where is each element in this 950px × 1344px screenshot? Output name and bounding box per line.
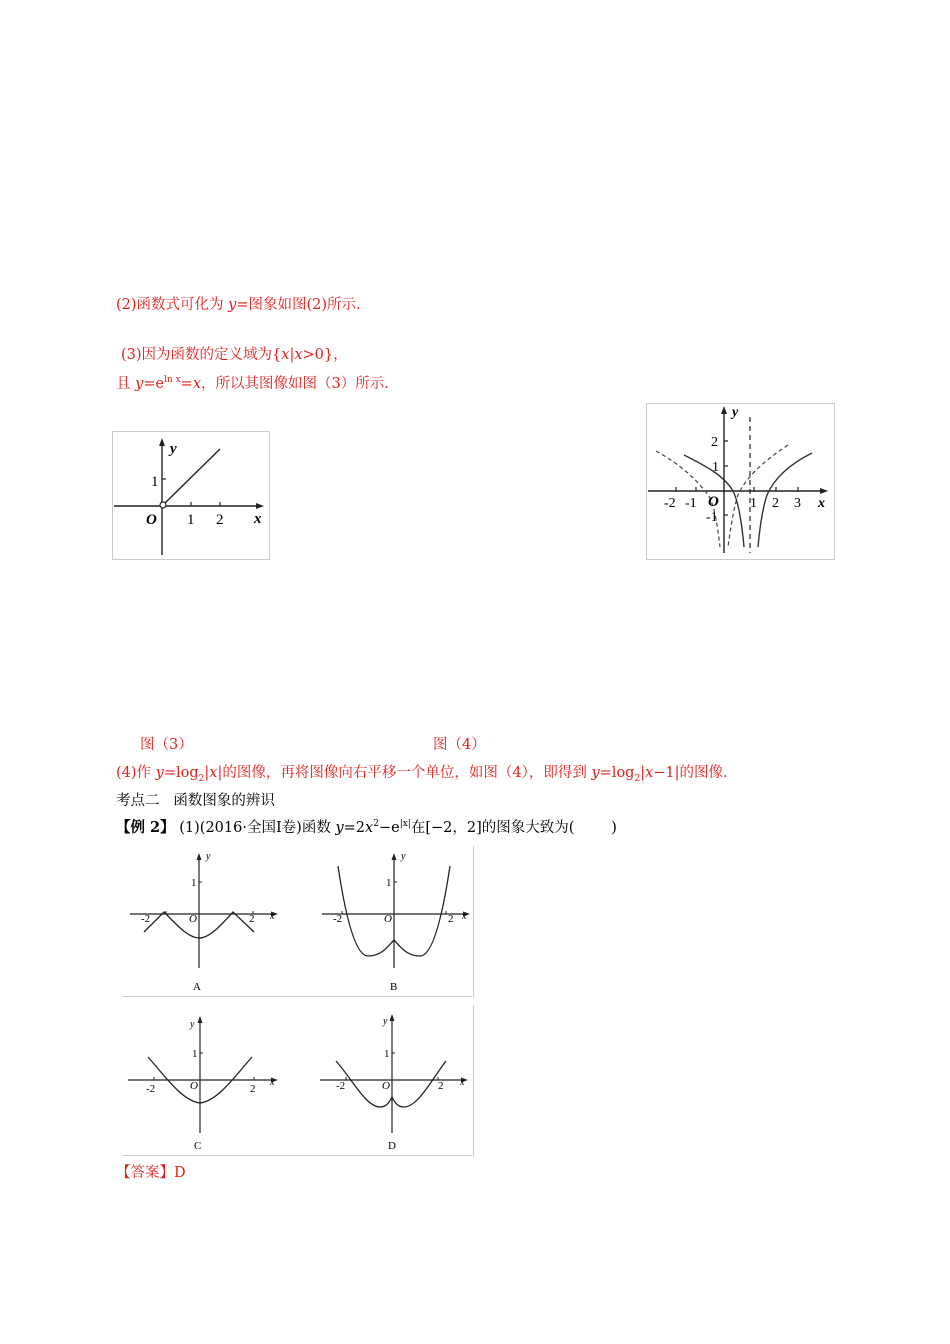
options-cd (120, 1005, 474, 1157)
option-a-label-1: 1 (191, 877, 197, 889)
figure-4-caption: 图（4） (433, 737, 486, 753)
para-3-l2-b: ，所以其图像如图（3）所示. (201, 376, 389, 392)
para-4 (116, 764, 728, 782)
figure-3-y-arrow (159, 438, 165, 446)
figure-4-label-y1: 1 (712, 460, 719, 475)
example-a: (1)(2016·全国Ⅰ卷)函数 (174, 820, 336, 836)
para-4-y2: y (591, 765, 600, 781)
option-d-letter: D (388, 1140, 396, 1152)
para-4-y: y (155, 765, 164, 781)
figure-4-label-x2: 2 (772, 496, 779, 511)
para-3-l2-eq: =e (143, 376, 165, 392)
para-4-sub: 2 (198, 773, 205, 784)
option-a-y-label: y (206, 851, 211, 862)
para-3-l2-a: 且 (116, 376, 136, 392)
example-sup2: |x| (399, 819, 411, 830)
figure-4-label-xm2: -2 (664, 496, 676, 511)
example-d: 在[−2，2]的图象大致为( ) (410, 820, 617, 836)
answer-label: 【答案】 (116, 1165, 174, 1181)
option-b-label-1: 1 (386, 877, 392, 889)
option-b-y-arrow (392, 853, 397, 860)
option-d-label-2: 2 (438, 1080, 444, 1092)
para-4-a: (4)作 (116, 765, 156, 781)
figure-3-border (113, 432, 270, 560)
option-c-label-2: 2 (250, 1083, 256, 1095)
option-a-graph[interactable] (130, 851, 278, 993)
figure-3-open-point (160, 502, 166, 508)
figure-4-solid-right (758, 453, 812, 547)
para-3-l2-eq2: = (180, 376, 193, 392)
option-a-label-2: 2 (249, 913, 255, 925)
option-c-label-1: 1 (192, 1048, 198, 1060)
option-b-label-m2: -2 (333, 913, 343, 925)
para-2-prefix: (2)函数式可化为 (116, 297, 229, 313)
figure-4-label-y2: 2 (711, 435, 718, 450)
section-heading: 考点二 函数图象的辨识 (116, 793, 275, 809)
para-3-line2 (116, 375, 389, 393)
figure-3-caption: 图（3） (140, 737, 193, 753)
para-3-l2-x: x (192, 376, 202, 392)
option-a-label-m2: -2 (141, 913, 151, 925)
figure-4-label-x3: 3 (794, 496, 801, 511)
para-4-d: |的图像，再将图像向右平移一个单位，如图（4），即得到 (217, 765, 592, 781)
para-3-text-b: >0}， (302, 347, 348, 363)
option-b-x-label: x (462, 911, 467, 922)
figure-3-label-y1: 1 (151, 474, 159, 490)
example-x: x (365, 820, 374, 836)
figure-4-x-label: x (818, 496, 825, 511)
option-a-y-arrow (197, 853, 202, 860)
answer-value: D (174, 1165, 186, 1181)
option-c-x-label: x (270, 1077, 275, 1088)
para-4-b: =log (163, 765, 199, 781)
para-3-l2-y: y (135, 376, 144, 392)
para-4-sub2: 2 (634, 773, 641, 784)
example-sup: 2 (373, 819, 379, 830)
option-d-y-label: y (383, 1016, 388, 1027)
example-y: y (335, 820, 344, 836)
option-a-letter: A (193, 981, 201, 993)
option-a-origin: O (189, 913, 197, 925)
para-4-e: =log (599, 765, 635, 781)
figure-4 (646, 403, 835, 560)
example-c: −e (378, 820, 400, 836)
option-a-x-label: x (270, 911, 275, 922)
para-4-x: x (209, 765, 218, 781)
options-ab (120, 846, 474, 998)
para-3-bar: | (289, 347, 295, 363)
option-b-letter: B (390, 981, 398, 993)
option-c-graph[interactable] (128, 1016, 278, 1152)
option-d-label-m2: -2 (336, 1080, 346, 1092)
figure-3-label-x1: 1 (187, 512, 195, 528)
option-c-y-label: y (190, 1019, 195, 1030)
figure-4-label-x1: 1 (750, 496, 757, 511)
example-b: =2 (343, 820, 366, 836)
figure-3-curve (164, 449, 220, 504)
figure-3-label-x2: 2 (216, 512, 224, 528)
para-3-x2: x (294, 347, 303, 363)
para-2-text: =图象如图(2)所示. (236, 297, 361, 313)
option-d-label-1: 1 (384, 1048, 390, 1060)
figure-3 (112, 431, 270, 560)
example-label: 【例 2】 (116, 819, 175, 836)
figure-3-x-label: x (254, 511, 262, 527)
figure-4-label-ym1: -1 (706, 510, 718, 525)
figure-4-y-arrow (721, 406, 727, 414)
option-b-graph[interactable] (322, 851, 470, 993)
para-3-l2-sup: ln x (164, 375, 181, 386)
option-d-origin: O (382, 1080, 390, 1092)
figure-3-x-arrow (256, 503, 264, 509)
example-2 (116, 819, 617, 837)
answer (116, 1164, 186, 1182)
para-4-f: | (640, 765, 646, 781)
option-c-letter: C (194, 1140, 202, 1152)
para-2 (116, 296, 361, 314)
figure-4-y-label: y (732, 405, 739, 420)
figure-4-origin: O (708, 494, 719, 510)
figure-3-y-label: y (170, 441, 177, 457)
option-c-label-m2: -2 (146, 1083, 156, 1095)
para-3-line1 (121, 346, 348, 364)
option-b-label-2: 2 (448, 913, 454, 925)
option-c-origin: O (190, 1080, 198, 1092)
para-4-g: −1|的图像. (653, 765, 728, 781)
option-d-y-arrow (390, 1014, 395, 1021)
figure-4-border (647, 404, 835, 560)
figure-4-x-arrow (820, 488, 828, 494)
figure-3-origin: O (146, 512, 157, 528)
option-d-x-label: x (460, 1077, 465, 1088)
figure-4-label-xm1: -1 (685, 496, 697, 511)
option-b-origin: O (384, 913, 392, 925)
para-3-x: x (281, 347, 290, 363)
option-d-graph[interactable] (320, 1014, 468, 1152)
para-4-x2: x (645, 765, 654, 781)
para-2-y: y (228, 297, 237, 313)
para-4-c: | (204, 765, 210, 781)
option-b-y-label: y (401, 851, 406, 862)
para-3-text-a: (3)因为函数的定义域为{ (121, 347, 282, 363)
option-c-y-arrow (198, 1016, 203, 1023)
option-d-curve (336, 1061, 446, 1107)
figure-4-dashed-right (728, 445, 788, 547)
